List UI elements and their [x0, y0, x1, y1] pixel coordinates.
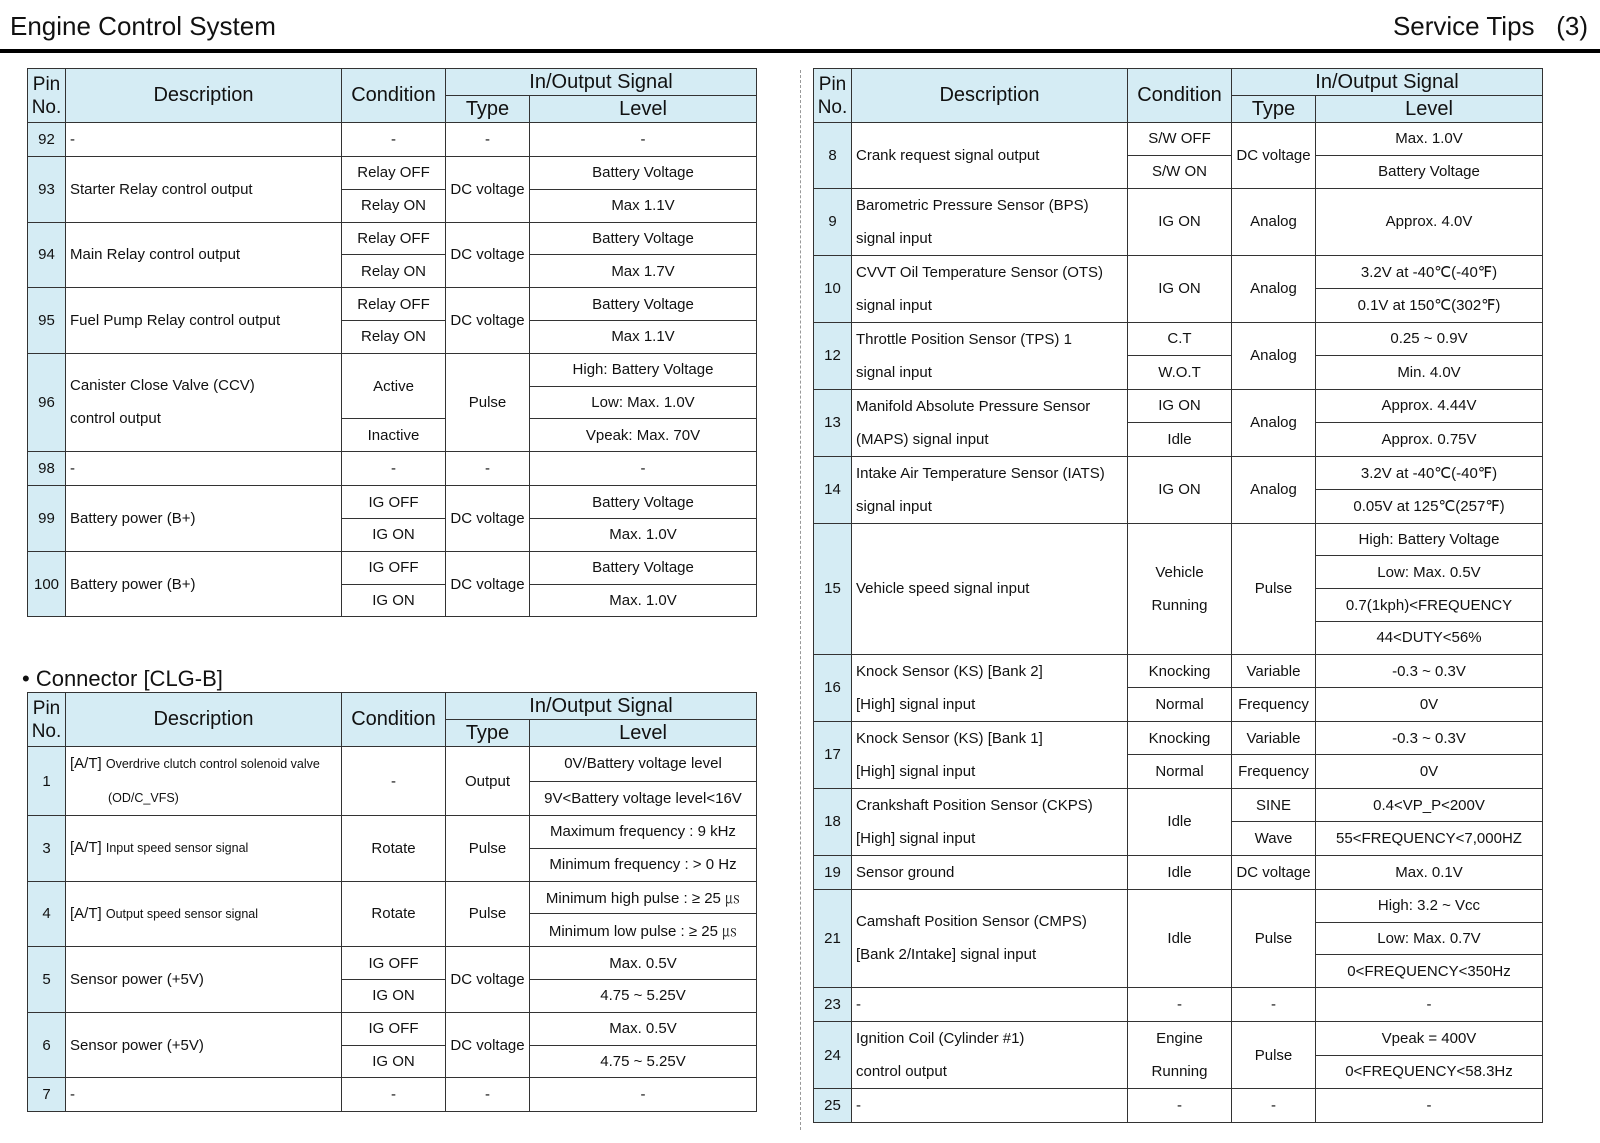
- table-row: [814, 721, 1543, 755]
- column-header-pin: Pin No.: [814, 69, 852, 123]
- signal-level-cell: 0.1V at 150℃(302℉): [1316, 289, 1543, 323]
- condition-cell: Idle: [1128, 889, 1232, 987]
- header-row: [28, 693, 757, 720]
- pin-number: 5: [28, 947, 66, 1013]
- pin-number: 93: [28, 157, 66, 223]
- table-row: [814, 855, 1543, 889]
- pin-number: 17: [814, 721, 852, 788]
- condition-cell: Relay OFF: [342, 157, 446, 190]
- condition-cell: Relay OFF: [342, 222, 446, 255]
- signal-level-cell: 0<FREQUENCY<58.3Hz: [1316, 1055, 1543, 1089]
- pin-description: [852, 123, 1128, 189]
- signal-type-cell: DC voltage: [446, 157, 530, 223]
- signal-level-cell: Max. 1.0V: [530, 518, 757, 551]
- pin-number: 96: [28, 353, 66, 451]
- pin-number: 16: [814, 654, 852, 721]
- signal-type-cell: DC voltage: [446, 222, 530, 288]
- pin-description: [66, 288, 342, 354]
- description-text: Intake Air Temperature Sensor (IATS): [856, 464, 1105, 482]
- signal-type-cell: SINE: [1232, 788, 1316, 822]
- description-prefix: [A/T]: [70, 755, 106, 772]
- description-text: Crankshaft Position Sensor (CKPS): [856, 796, 1093, 814]
- table-row: [28, 486, 757, 519]
- table-row: [814, 523, 1543, 556]
- pin-description: [66, 947, 342, 1013]
- column-header-level: Level: [1316, 96, 1543, 123]
- column-header-description: Description: [66, 69, 342, 123]
- table-row: [28, 123, 757, 157]
- signal-type-cell: Pulse: [446, 881, 530, 947]
- signal-type-cell: DC voltage: [446, 486, 530, 552]
- signal-type-cell: Analog: [1232, 322, 1316, 389]
- connector-heading-text: Connector [CLG-B]: [35, 666, 223, 691]
- pin-description: [852, 322, 1128, 389]
- header-rule: [0, 49, 1600, 53]
- pin-description: [66, 747, 342, 816]
- pin-number: 3: [28, 816, 66, 882]
- pin-description: [852, 188, 1128, 255]
- signal-type-cell: Analog: [1232, 389, 1316, 456]
- condition-cell: IG ON: [342, 979, 446, 1012]
- description-text: [High] signal input: [856, 695, 976, 713]
- condition-cell: Relay ON: [342, 320, 446, 353]
- signal-level-cell: -: [530, 452, 757, 486]
- description-text: control output: [70, 410, 161, 428]
- signal-type-cell: Frequency: [1232, 688, 1316, 722]
- connector-heading: • Connector [CLG-B]: [22, 666, 223, 691]
- description-text: -: [856, 996, 861, 1014]
- signal-level-cell: Approx. 0.75V: [1316, 423, 1543, 457]
- signal-type-cell: Analog: [1232, 255, 1316, 322]
- signal-level-cell: Max 1.1V: [530, 189, 757, 222]
- signal-level-cell: Battery Voltage: [530, 486, 757, 519]
- condition-cell: IG ON: [342, 518, 446, 551]
- table-row: [814, 654, 1543, 688]
- table-row: [814, 255, 1543, 289]
- pin-description: [852, 788, 1128, 855]
- signal-level-cell: Battery Voltage: [530, 222, 757, 255]
- pin-description: [852, 1022, 1128, 1089]
- table-row: [814, 322, 1543, 356]
- description-text: Knock Sensor (KS) [Bank 2]: [856, 662, 1043, 680]
- pin-number: 4: [28, 881, 66, 947]
- condition-cell: Relay ON: [342, 189, 446, 222]
- condition-cell: Normal: [1128, 755, 1232, 789]
- condition-cell: Idle: [1128, 855, 1232, 889]
- table-row: [28, 1012, 757, 1045]
- description-text: [Bank 2/Intake] signal input: [856, 946, 1037, 964]
- signal-level-cell: High: 3.2 ~ Vcc: [1316, 889, 1543, 922]
- pin-number: 12: [814, 322, 852, 389]
- condition-cell: IG ON: [1128, 456, 1232, 523]
- signal-level-cell: 0.25 ~ 0.9V: [1316, 322, 1543, 356]
- signal-level-cell: Approx. 4.0V: [1316, 188, 1543, 255]
- condition-cell: IG OFF: [342, 486, 446, 519]
- table-row: [814, 123, 1543, 156]
- description-text: signal input: [856, 296, 932, 314]
- table-row: [814, 889, 1543, 922]
- signal-level-cell: Max 1.7V: [530, 255, 757, 288]
- condition-cell: C.T: [1128, 322, 1232, 356]
- pin-number: 94: [28, 222, 66, 288]
- pin-number: 21: [814, 889, 852, 987]
- pin-number: 7: [28, 1078, 66, 1112]
- signal-level-cell: Minimum low pulse : ≥ 25 ㎲: [530, 914, 757, 947]
- pin-description: [66, 551, 342, 617]
- description-text: Battery power (B+): [70, 575, 196, 593]
- table-row: [28, 222, 757, 255]
- signal-type-cell: Pulse: [1232, 1022, 1316, 1089]
- pin-description: [66, 881, 342, 947]
- description-text: (MAPS) signal input: [856, 430, 989, 448]
- table-row: [814, 456, 1543, 490]
- condition-cell: Rotate: [342, 816, 446, 882]
- signal-level-cell: 0.7(1kph)<FREQUENCY: [1316, 589, 1543, 622]
- signal-type-cell: Variable: [1232, 654, 1316, 688]
- signal-level-cell: Max. 1.0V: [530, 584, 757, 617]
- signal-level-cell: -: [530, 1078, 757, 1112]
- description-text: -: [70, 1086, 75, 1104]
- pin-description: [852, 721, 1128, 788]
- pin-number: 10: [814, 255, 852, 322]
- description-text: Sensor power (+5V): [70, 1036, 204, 1054]
- signal-type-cell: Output: [446, 747, 530, 816]
- description-text: Canister Close Valve (CCV): [70, 377, 255, 395]
- description-text: Output speed sensor signal: [105, 906, 259, 921]
- pin-description: [66, 157, 342, 223]
- column-header-description: Description: [66, 693, 342, 747]
- section-title: Service Tips: [1392, 11, 1535, 41]
- description-text: Input speed sensor signal: [105, 841, 249, 856]
- table-row: [814, 389, 1543, 423]
- signal-level-cell: Minimum frequency : > 0 Hz: [530, 848, 757, 881]
- condition-cell: IG OFF: [342, 1012, 446, 1045]
- pin-description: [66, 452, 342, 486]
- condition-cell: Idle: [1128, 423, 1232, 457]
- signal-type-cell: Pulse: [1232, 523, 1316, 654]
- signal-level-cell: 0V: [1316, 688, 1543, 722]
- table-row: [814, 1022, 1543, 1056]
- condition-cell: -: [342, 747, 446, 816]
- signal-level-cell: -0.3 ~ 0.3V: [1316, 721, 1543, 755]
- column-header-condition: Condition: [342, 69, 446, 123]
- description-text: Sensor power (+5V): [70, 970, 204, 988]
- condition-cell: Engine Running: [1128, 1022, 1232, 1089]
- column-header-signal: In/Output Signal: [1232, 69, 1543, 96]
- signal-level-cell: -: [1316, 1089, 1543, 1123]
- description-text: Sensor ground: [856, 863, 955, 881]
- signal-level-cell: Max. 0.5V: [530, 947, 757, 980]
- table-row: [28, 551, 757, 584]
- signal-level-cell: 0.05V at 125℃(257℉): [1316, 490, 1543, 524]
- description-text: [High] signal input: [856, 829, 976, 847]
- pin-description: [66, 222, 342, 288]
- description-text: Starter Relay control output: [70, 180, 253, 198]
- column-header-signal: In/Output Signal: [446, 693, 757, 720]
- description-text: -: [70, 131, 75, 148]
- header-row: [28, 69, 757, 96]
- signal-level-cell: 0V: [1316, 755, 1543, 789]
- condition-cell: Vehicle Running: [1128, 523, 1232, 654]
- signal-level-cell: -: [1316, 988, 1543, 1022]
- table-row: [28, 353, 757, 386]
- description-text: Manifold Absolute Pressure Sensor: [856, 397, 1091, 415]
- pin-description: [852, 389, 1128, 456]
- description-prefix: [A/T]: [70, 839, 106, 857]
- column-header-type: Type: [446, 96, 530, 123]
- description-text: Barometric Pressure Sensor (BPS): [856, 196, 1089, 214]
- description-text: Knock Sensor (KS) [Bank 1]: [856, 729, 1043, 747]
- signal-type-cell: DC voltage: [1232, 855, 1316, 889]
- signal-level-cell: Low: Max. 0.7V: [1316, 922, 1543, 955]
- signal-type-cell: -: [446, 123, 530, 157]
- condition-cell: -: [342, 452, 446, 486]
- signal-level-cell: 44<DUTY<56%: [1316, 621, 1543, 654]
- condition-cell: IG ON: [1128, 389, 1232, 423]
- pin-number: 99: [28, 486, 66, 552]
- condition-cell: Normal: [1128, 688, 1232, 722]
- pin-number: 8: [814, 123, 852, 189]
- description-text: Battery power (B+): [70, 509, 196, 527]
- signal-type-cell: Pulse: [1232, 889, 1316, 987]
- signal-level-cell: 0.4<VP_P<200V: [1316, 788, 1543, 822]
- pin-description: [852, 1089, 1128, 1123]
- pin-description: [852, 654, 1128, 721]
- column-header-description: Description: [852, 69, 1128, 123]
- condition-cell: -: [342, 123, 446, 157]
- table-row: [28, 157, 757, 190]
- signal-level-cell: Low: Max. 1.0V: [530, 386, 757, 419]
- pin-description: [66, 1078, 342, 1112]
- signal-type-cell: -: [1232, 988, 1316, 1022]
- pin-number: 92: [28, 123, 66, 157]
- signal-level-cell: Min. 4.0V: [1316, 356, 1543, 390]
- pin-table-1: [27, 68, 757, 617]
- description-text: signal input: [856, 363, 932, 381]
- signal-level-cell: Maximum frequency : 9 kHz: [530, 816, 757, 849]
- description-text: signal input: [856, 229, 932, 247]
- signal-level-cell: -: [530, 123, 757, 157]
- condition-cell: -: [1128, 988, 1232, 1022]
- table-row: [814, 188, 1543, 255]
- pin-number: 15: [814, 523, 852, 654]
- pin-number: 1: [28, 747, 66, 816]
- pin-number: 24: [814, 1022, 852, 1089]
- signal-level-cell: Max. 0.5V: [530, 1012, 757, 1045]
- signal-type-cell: DC voltage: [446, 551, 530, 617]
- condition-cell: Idle: [1128, 788, 1232, 855]
- signal-level-cell: 4.75 ~ 5.25V: [530, 979, 757, 1012]
- signal-type-cell: Analog: [1232, 188, 1316, 255]
- pin-description: [852, 255, 1128, 322]
- condition-cell: Rotate: [342, 881, 446, 947]
- signal-level-cell: High: Battery Voltage: [1316, 523, 1543, 556]
- condition-cell: IG OFF: [342, 551, 446, 584]
- pin-description: [66, 816, 342, 882]
- signal-level-cell: Vpeak = 400V: [1316, 1022, 1543, 1056]
- condition-cell: -: [342, 1078, 446, 1112]
- description-text: (OD/C_VFS): [108, 791, 179, 805]
- condition-cell: Knocking: [1128, 721, 1232, 755]
- column-header-pin: Pin No.: [28, 69, 66, 123]
- pin-number: 13: [814, 389, 852, 456]
- table-row: [814, 788, 1543, 822]
- pin-number: 19: [814, 855, 852, 889]
- page-section: [1393, 11, 1588, 42]
- pin-number: 95: [28, 288, 66, 354]
- pin-number: 25: [814, 1089, 852, 1123]
- table-row: [28, 816, 757, 849]
- pin-description: [66, 123, 342, 157]
- signal-level-cell: 3.2V at -40℃(-40℉): [1316, 255, 1543, 289]
- column-header-level: Level: [530, 96, 757, 123]
- signal-level-cell: Low: Max. 0.5V: [1316, 556, 1543, 589]
- column-header-type: Type: [446, 720, 530, 747]
- signal-level-cell: Max. 0.1V: [1316, 855, 1543, 889]
- pin-number: 98: [28, 452, 66, 486]
- pin-description: [66, 353, 342, 451]
- condition-cell: Active: [342, 353, 446, 419]
- pin-description: [852, 855, 1128, 889]
- signal-level-cell: Vpeak: Max. 70V: [530, 419, 757, 452]
- signal-level-cell: 3.2V at -40℃(-40℉): [1316, 456, 1543, 490]
- condition-cell: Inactive: [342, 419, 446, 452]
- pin-description: [852, 889, 1128, 987]
- signal-type-cell: Pulse: [446, 816, 530, 882]
- column-header-type: Type: [1232, 96, 1316, 123]
- description-text: signal input: [856, 497, 932, 515]
- page-title: Engine Control System: [10, 11, 276, 41]
- signal-level-cell: -0.3 ~ 0.3V: [1316, 654, 1543, 688]
- description-text: Overdrive clutch control solenoid valve: [105, 757, 320, 771]
- signal-type-cell: DC voltage: [446, 1012, 530, 1078]
- table-row: [814, 1089, 1543, 1123]
- signal-level-cell: 0V/Battery voltage level: [530, 747, 757, 782]
- signal-level-cell: Max. 1.0V: [1316, 123, 1543, 156]
- signal-level-cell: Battery Voltage: [530, 288, 757, 321]
- signal-level-cell: 55<FREQUENCY<7,000HZ: [1316, 822, 1543, 856]
- signal-type-cell: DC voltage: [446, 947, 530, 1013]
- pin-table-connector-clg-b: [27, 692, 757, 1112]
- table-row: [28, 947, 757, 980]
- signal-type-cell: -: [1232, 1089, 1316, 1123]
- description-text: control output: [856, 1063, 947, 1081]
- signal-type-cell: -: [446, 1078, 530, 1112]
- signal-type-cell: Frequency: [1232, 755, 1316, 789]
- table-row: [28, 881, 757, 914]
- condition-cell: IG ON: [1128, 255, 1232, 322]
- pin-description: [852, 988, 1128, 1022]
- signal-level-cell: Battery Voltage: [1316, 155, 1543, 188]
- signal-level-cell: Battery Voltage: [530, 551, 757, 584]
- condition-cell: -: [1128, 1089, 1232, 1123]
- pin-number: 9: [814, 188, 852, 255]
- pin-number: 14: [814, 456, 852, 523]
- column-header-level: Level: [530, 720, 757, 747]
- signal-level-cell: Minimum high pulse : ≥ 25 ㎲: [530, 881, 757, 914]
- condition-cell: W.O.T: [1128, 356, 1232, 390]
- pin-number: 18: [814, 788, 852, 855]
- pin-description: [852, 523, 1128, 654]
- table-row: [28, 452, 757, 486]
- description-text: Ignition Coil (Cylinder #1): [856, 1030, 1025, 1048]
- signal-level-cell: Battery Voltage: [530, 157, 757, 190]
- signal-level-cell: Approx. 4.44V: [1316, 389, 1543, 423]
- description-text: Camshaft Position Sensor (CMPS): [856, 913, 1087, 931]
- condition-cell: IG ON: [342, 1045, 446, 1078]
- table-row: [814, 988, 1543, 1022]
- pin-description: [66, 486, 342, 552]
- description-text: Main Relay control output: [70, 246, 241, 264]
- condition-cell: S/W ON: [1128, 155, 1232, 188]
- signal-type-cell: DC voltage: [1232, 123, 1316, 189]
- signal-level-cell: 0<FREQUENCY<350Hz: [1316, 955, 1543, 988]
- pin-number: 6: [28, 1012, 66, 1078]
- signal-type-cell: Wave: [1232, 822, 1316, 856]
- page-number: (3): [1556, 11, 1588, 41]
- signal-level-cell: 9V<Battery voltage level<16V: [530, 781, 757, 816]
- table-row: [28, 1078, 757, 1112]
- condition-cell: IG ON: [1128, 188, 1232, 255]
- header-row: [814, 69, 1543, 96]
- condition-cell: Knocking: [1128, 654, 1232, 688]
- signal-type-cell: -: [446, 452, 530, 486]
- pin-table-2: [813, 68, 1543, 1123]
- page-header: [0, 0, 1600, 50]
- signal-type-cell: DC voltage: [446, 288, 530, 354]
- description-text: Fuel Pump Relay control output: [70, 311, 281, 329]
- signal-level-cell: 4.75 ~ 5.25V: [530, 1045, 757, 1078]
- description-text: Crank request signal output: [856, 146, 1040, 164]
- column-header-condition: Condition: [1128, 69, 1232, 123]
- pin-description: [852, 456, 1128, 523]
- condition-cell: Relay ON: [342, 255, 446, 288]
- table-row: [28, 288, 757, 321]
- signal-type-cell: Variable: [1232, 721, 1316, 755]
- description-text: -: [856, 1097, 861, 1115]
- signal-level-cell: Max 1.1V: [530, 320, 757, 353]
- column-header-condition: Condition: [342, 693, 446, 747]
- signal-level-cell: High: Battery Voltage: [530, 353, 757, 386]
- condition-cell: Relay OFF: [342, 288, 446, 321]
- description-text: [High] signal input: [856, 762, 976, 780]
- column-header-signal: In/Output Signal: [446, 69, 757, 96]
- column-header-pin: Pin No.: [28, 693, 66, 747]
- description-prefix: [A/T]: [70, 904, 106, 922]
- description-text: Vehicle speed signal input: [856, 580, 1030, 598]
- condition-cell: S/W OFF: [1128, 123, 1232, 156]
- pin-number: 23: [814, 988, 852, 1022]
- condition-cell: IG OFF: [342, 947, 446, 980]
- description-text: CVVT Oil Temperature Sensor (OTS): [856, 263, 1104, 281]
- pin-description: [66, 1012, 342, 1078]
- condition-cell: IG ON: [342, 584, 446, 617]
- column-divider: [800, 70, 801, 1130]
- signal-type-cell: Analog: [1232, 456, 1316, 523]
- description-text: -: [70, 460, 75, 478]
- signal-type-cell: Pulse: [446, 353, 530, 451]
- description-text: Throttle Position Sensor (TPS) 1: [856, 330, 1072, 348]
- pin-number: 100: [28, 551, 66, 617]
- table-row: [28, 747, 757, 782]
